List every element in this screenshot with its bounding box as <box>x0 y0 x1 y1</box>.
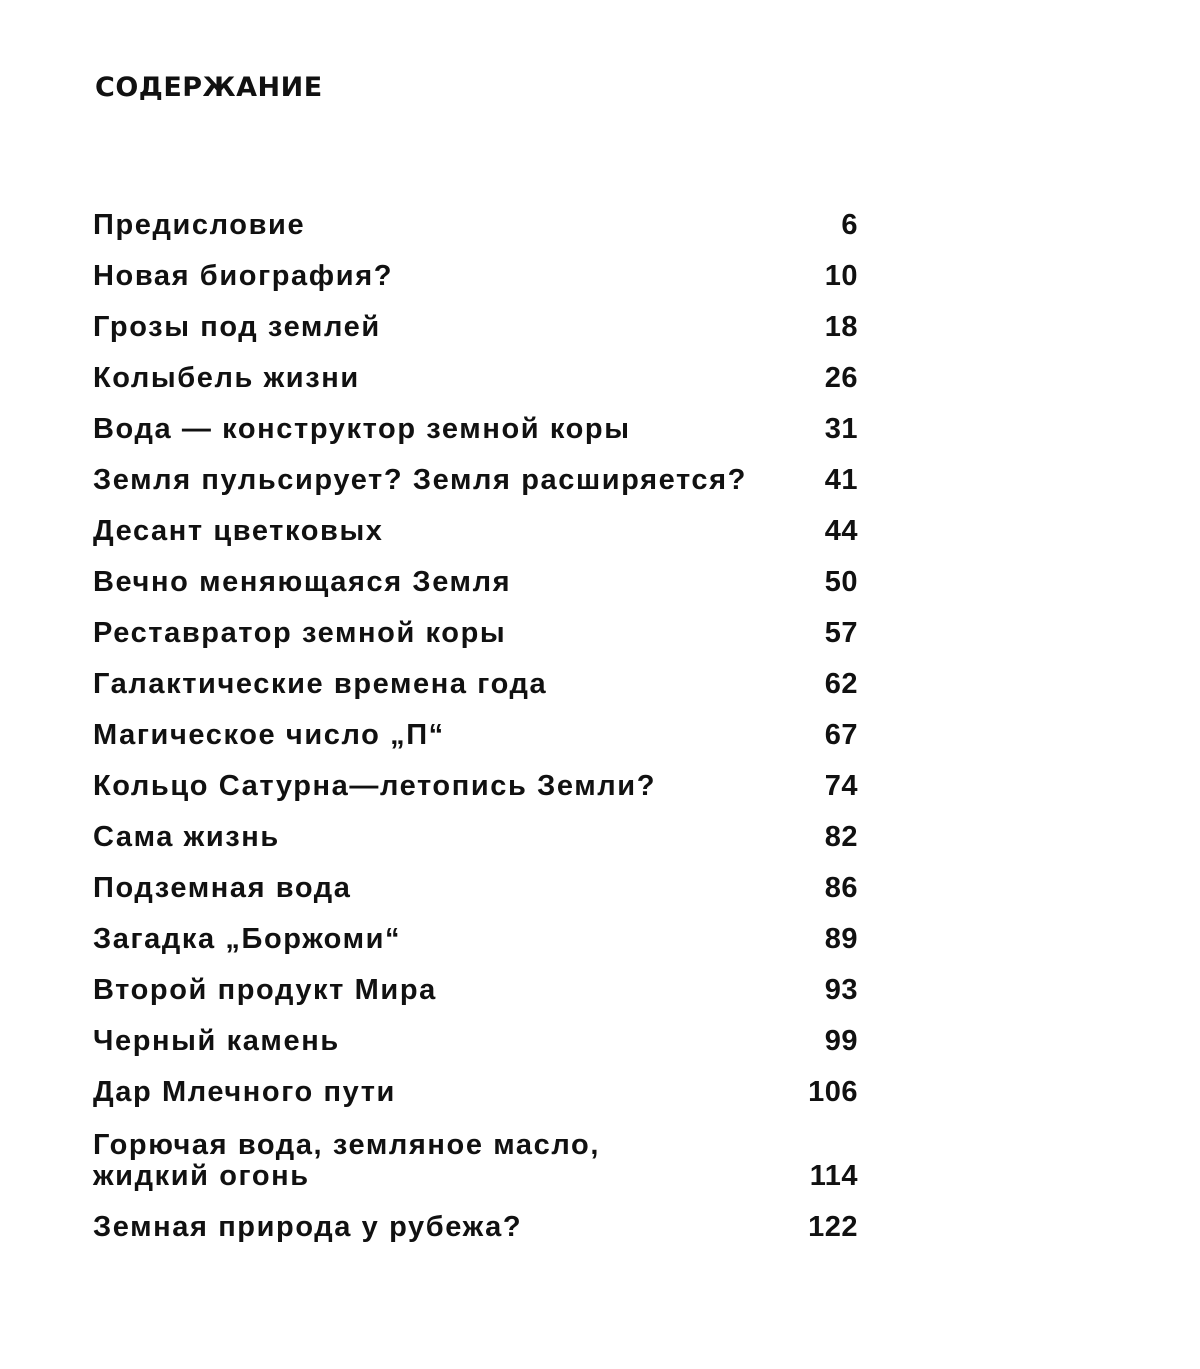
toc-entry-title: Колыбель жизни <box>93 362 360 394</box>
toc-entry <box>93 197 858 248</box>
toc-entry-title: Земная природа у рубежа? <box>93 1211 523 1243</box>
toc-entry-page: 99 <box>824 1025 858 1057</box>
toc-entry-title: Грозы под землей <box>93 311 381 343</box>
toc-entry <box>93 809 858 860</box>
toc-entry <box>93 860 858 911</box>
toc-entry <box>93 758 858 809</box>
toc-entry <box>93 1013 858 1064</box>
toc-entry <box>93 401 858 452</box>
page-title: СОДЕРЖАНИЕ <box>95 72 323 103</box>
toc-entry-page: 86 <box>824 872 858 904</box>
toc-entry-title: Земля пульсирует? Земля расширяется? <box>93 464 747 496</box>
toc-entry-page: 57 <box>824 617 858 649</box>
toc-entry <box>93 911 858 962</box>
toc-entry-title: Десант цветковых <box>93 515 384 547</box>
toc-entry <box>93 1064 858 1115</box>
toc-entry-title: Дар Млечного пути <box>93 1076 396 1108</box>
toc-entry-title: Кольцо Сатурна—летопись Земли? <box>93 770 657 802</box>
toc-entry-page: 26 <box>824 362 858 394</box>
toc-entry-page: 18 <box>824 311 858 343</box>
toc-entry <box>93 605 858 656</box>
toc-entry-page: 93 <box>824 974 858 1006</box>
toc-entry-title: Горючая вода, земляное масло, жидкий огонь <box>93 1129 600 1192</box>
toc-entry-page: 6 <box>841 209 858 241</box>
toc-entry-title: Реставратор земной коры <box>93 617 507 649</box>
toc-entry <box>93 656 858 707</box>
toc-entry-page: 106 <box>808 1076 858 1108</box>
toc-entry-title: Магическое число „П“ <box>93 719 445 751</box>
toc-entry <box>93 707 858 758</box>
toc-entry <box>93 299 858 350</box>
toc-entry-page: 31 <box>824 413 858 445</box>
toc-entry <box>93 1199 858 1250</box>
toc-entry <box>93 350 858 401</box>
toc-entry-title: Второй продукт Мира <box>93 974 437 1006</box>
toc-entry-page: 44 <box>824 515 858 547</box>
toc-entry-title: Сама жизнь <box>93 821 280 853</box>
toc-entry <box>93 503 858 554</box>
toc-entry-page: 10 <box>824 260 858 292</box>
toc-entry-page: 122 <box>808 1211 858 1243</box>
toc-entry-page: 114 <box>809 1160 858 1192</box>
toc-entry-title: Загадка „Боржоми“ <box>93 923 402 955</box>
toc-entry-page: 50 <box>824 566 858 598</box>
toc-entry <box>93 248 858 299</box>
toc-entry-title: Галактические времена года <box>93 668 548 700</box>
toc-entry-title: Черный камень <box>93 1025 340 1057</box>
toc-entry-title: Новая биография? <box>93 260 394 292</box>
toc-entry-title: Вода — конструктор земной коры <box>93 413 631 445</box>
toc-entry-page: 82 <box>824 821 858 853</box>
toc-entry-page: 67 <box>824 719 858 751</box>
toc-entry-title: Вечно меняющаяся Земля <box>93 566 512 598</box>
table-of-contents <box>93 197 858 1250</box>
toc-entry <box>93 554 858 605</box>
toc-entry-page: 62 <box>824 668 858 700</box>
toc-entry <box>93 1115 858 1199</box>
toc-entry-title: Подземная вода <box>93 872 352 904</box>
toc-entry-page: 89 <box>824 923 858 955</box>
toc-entry-title: Предисловие <box>93 209 306 241</box>
toc-entry-page: 41 <box>824 464 858 496</box>
toc-entry-page: 74 <box>824 770 858 802</box>
toc-entry <box>93 962 858 1013</box>
toc-entry <box>93 452 858 503</box>
